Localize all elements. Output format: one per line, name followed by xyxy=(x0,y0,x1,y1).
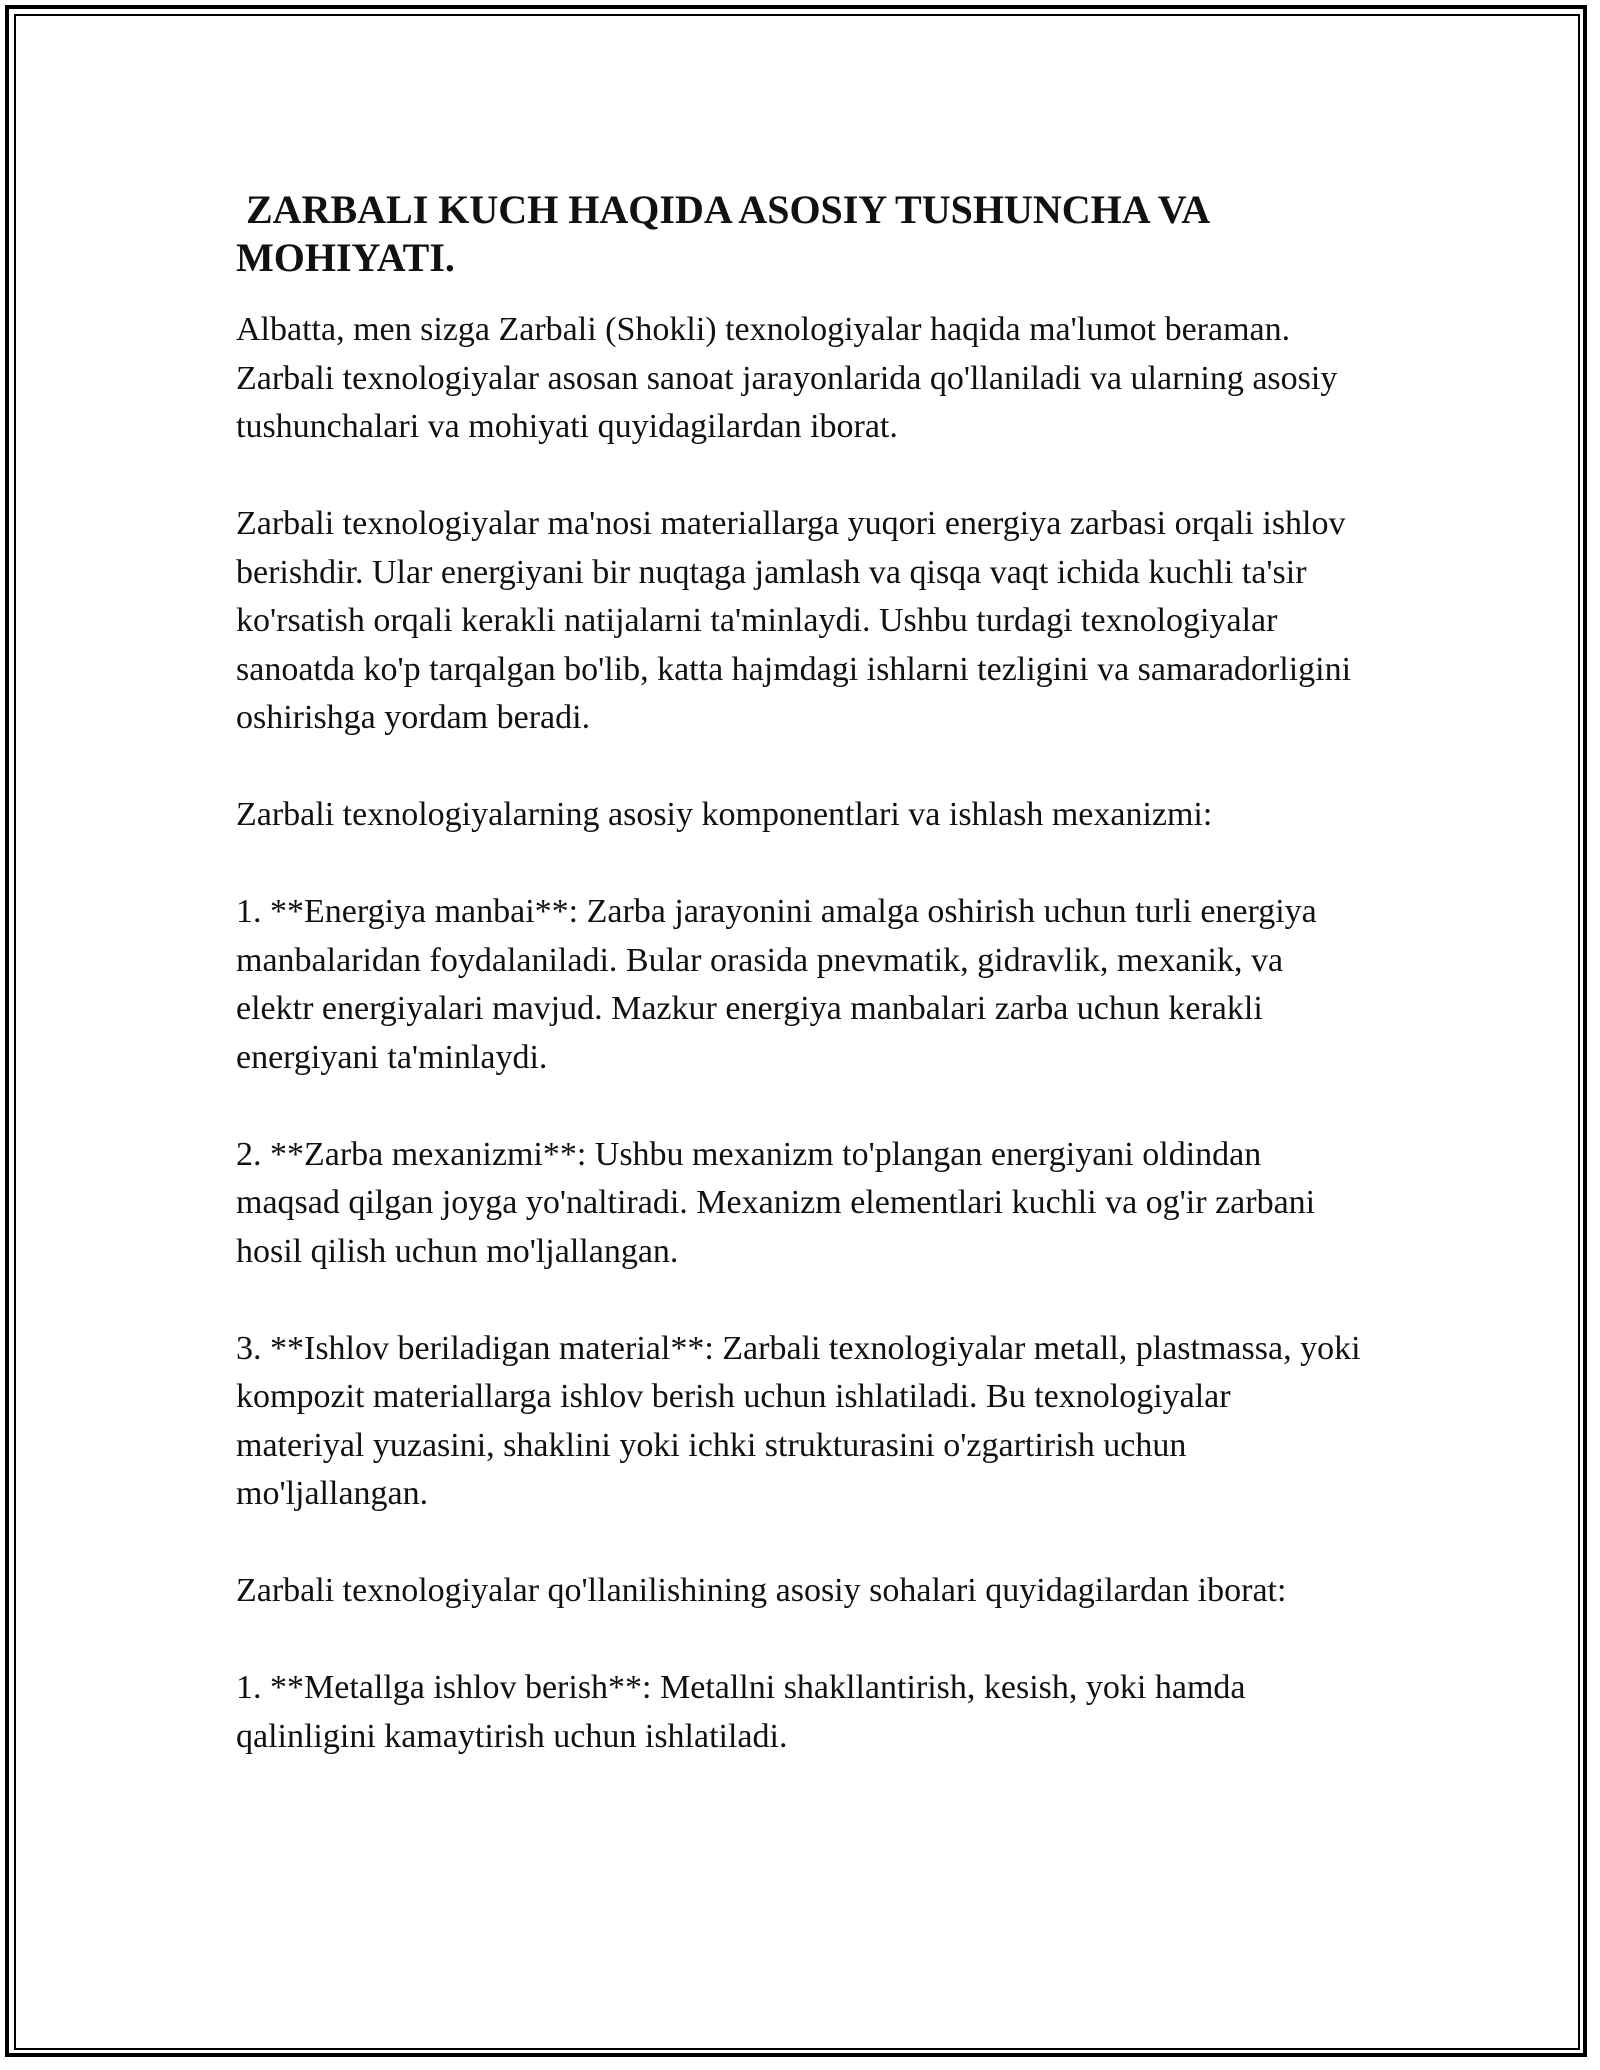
paragraph-intro: Albatta, men sizga Zarbali (Shokli) texnologiyalar haqida ma'lumot beraman. Zarbali texnologiyalar asosan sanoat jarayonlarida qo'llaniladi va ularning asosiy tushunchalari va mohiyati quyidagilardan iborat. xyxy=(236,311,1346,445)
paragraph-components-heading: Zarbali texnologiyalarning asosiy komponentlari va ishlash mexanizmi: xyxy=(236,796,1213,833)
list-item-metalworking: 1. **Metallga ishlov berish**: Metallni shakllantirish, kesish, yoki hamda qalinligini kamaytirish uchun ishlatiladi. xyxy=(236,1669,1254,1755)
paragraph-applications-heading: Zarbali texnologiyalar qo'llanilishining asosiy sohalari quyidagilardan iborat: xyxy=(236,1572,1287,1609)
list-item-processed-material: 3. **Ishlov beriladigan material**: Zarbali texnologiyalar metall, plastmassa, yoki kompozit materiallarga ishlov berish uchun ishlatiladi. Bu texnologiyalar materiyal yuzasini, shaklini yoki ichki strukturasini o'zgartirish uchun mo'ljallangan. xyxy=(236,1329,1370,1512)
paragraph-definition: Zarbali texnologiyalar ma'nosi materiallarga yuqori energiya zarbasi orqali ishlov berishdir. Ular energiyani bir nuqtaga jamlash va qisqa vaqt ichida kuchli ta'sir ko'rsatish orqali kerakli natijalarni ta'minlaydi. Ushbu turdagi texnologiyalar sanoatda ko'p tarqalgan bo'lib, katta hajmdagi ishlarni tezligini va samaradorligini oshirishga yordam beradi. xyxy=(236,505,1360,736)
list-item-impact-mechanism: 2. **Zarba mexanizmi**: Ushbu mexanizm to'plangan energiyani oldindan maqsad qilgan joyga yo'naltiradi. Mexanizm elementlari kuchli va og'ir zarbani hosil qilish uchun mo'ljallangan. xyxy=(236,1135,1324,1270)
document-body xyxy=(236,186,1370,1761)
document-title: ZARBALI KUCH HAQIDA ASOSIY TUSHUNCHA VA MOHIYATI. xyxy=(236,187,1219,280)
list-item-energy-source: 1. **Energiya manbai**: Zarba jarayonini amalga oshirish uchun turli energiya manbalaridan foydalaniladi. Bular orasida pnevmatik, gidravlik, mexanik, va elektr energiyalari mavjud. Mazkur energiya manbalari zarba uchun kerakli energiyani ta'minlaydi. xyxy=(236,893,1326,1076)
